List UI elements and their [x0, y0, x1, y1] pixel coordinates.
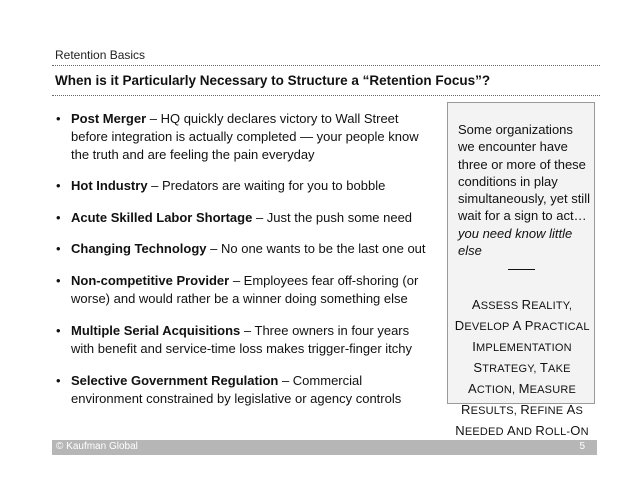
bullet-term: Non-competitive Provider — [71, 273, 230, 288]
bullet-term: Acute Skilled Labor Shortage — [71, 210, 253, 225]
callout-divider — [508, 269, 535, 270]
bullet-desc: – HQ quickly declares victory to Wall Street before integration is actually completed — your people know the truth and are feeling the pain everyday — [71, 111, 419, 162]
list-item — [56, 272, 431, 308]
list-item — [56, 240, 431, 258]
list-item — [56, 372, 431, 408]
bullet-term: Multiple Serial Acquisitions — [71, 323, 241, 338]
header-divider-bottom — [52, 95, 600, 96]
callout-body-text: Some organizations we encounter have three or more of these conditions in play simultaneously, yet still wait for a sign to act… — [458, 122, 590, 224]
callout-box — [447, 102, 595, 438]
bullet-desc: – Three owners in four years with benefit and service-time loss makes trigger-finger itchy — [71, 323, 413, 356]
section-label: Retention Basics — [55, 48, 146, 62]
callout-text — [458, 121, 592, 259]
bullet-marker: • — [56, 373, 61, 388]
bullet-desc: – Just the push some need — [252, 210, 413, 225]
bullet-marker: • — [56, 273, 61, 288]
page-number: 5 — [579, 441, 585, 452]
callout-action-caps: ASSESS REALITY, DEVELOP A PRACTICAL IMPLEMENTATION STRATEGY, TAKE ACTION, MEASURE RESULTS, REFINE AS NEEDED AND ROLL-ON — [454, 297, 590, 438]
list-item — [56, 322, 431, 358]
bullet-marker: • — [56, 210, 61, 225]
bullet-term: Hot Industry — [71, 178, 148, 193]
slide-title: When is it Particularly Necessary to Structure a “Retention Focus”? — [55, 73, 491, 88]
bullet-desc: – Commercial environment constrained by legislative or agency controls — [71, 373, 402, 406]
bullet-desc: – Employees fear off-shoring (or worse) and would rather be a winner doing something else — [71, 273, 419, 306]
list-item — [56, 110, 431, 164]
bullet-marker: • — [56, 323, 61, 338]
list-item — [56, 177, 431, 195]
callout-action-text — [452, 295, 592, 442]
bullet-term: Post Merger — [71, 111, 147, 126]
bullet-marker: • — [56, 241, 61, 256]
footer-copyright: © Kaufman Global — [56, 441, 138, 452]
footer-bar — [52, 440, 597, 455]
header-divider-top — [52, 65, 600, 66]
bullet-marker: • — [56, 111, 61, 126]
list-item — [56, 209, 431, 227]
bullet-term: Selective Government Regulation — [71, 373, 279, 388]
bullet-term: Changing Technology — [71, 241, 207, 256]
bullet-desc: – No one wants to be the last one out — [206, 241, 426, 256]
callout-emphasis: you need know little else — [458, 225, 573, 259]
bullet-marker: • — [56, 178, 61, 193]
bullet-desc: – Predators are waiting for you to bobble — [147, 178, 386, 193]
